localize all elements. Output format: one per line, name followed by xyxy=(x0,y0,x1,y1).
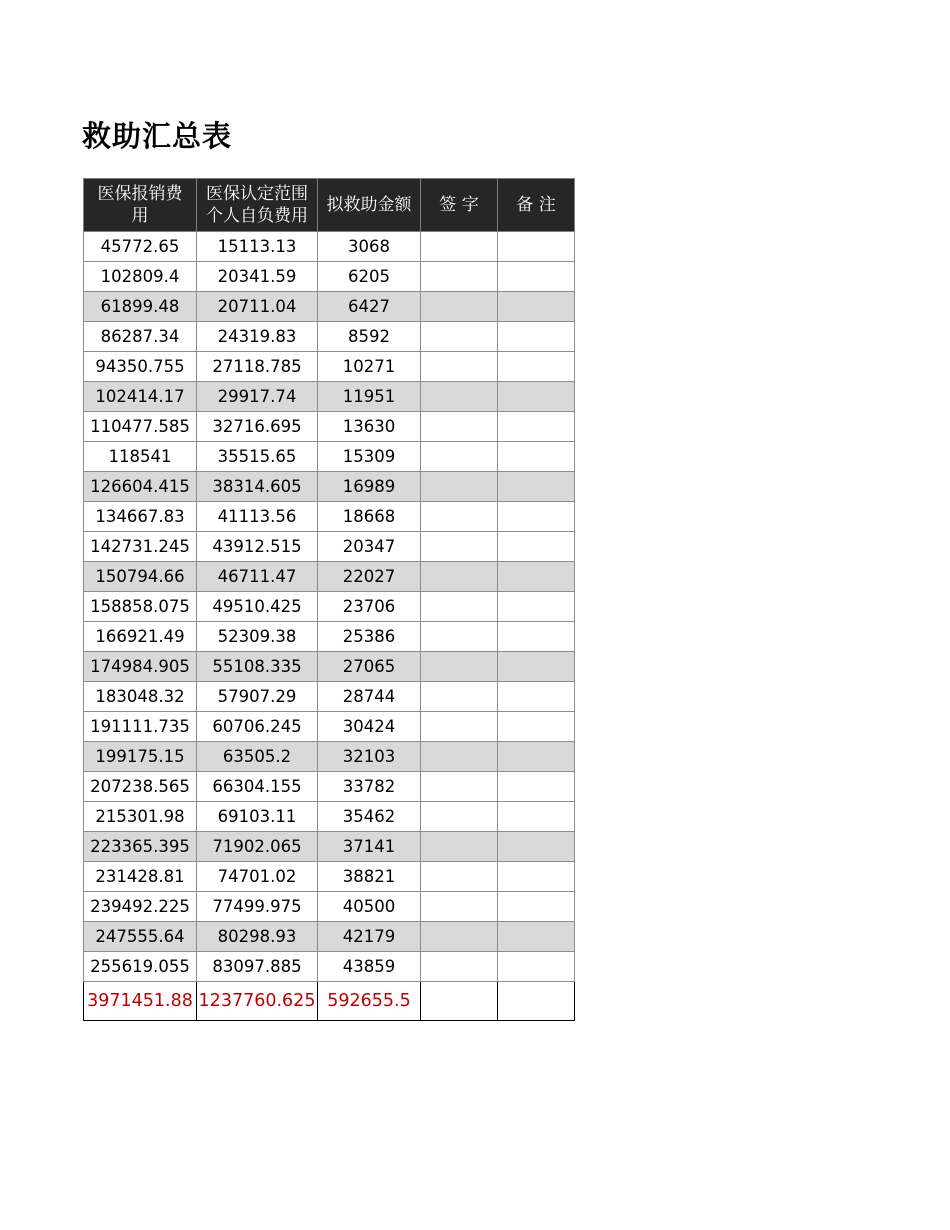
cell-remark xyxy=(498,382,575,412)
cell-self-pay: 69103.11 xyxy=(197,802,318,832)
table-row xyxy=(84,892,575,922)
table-row xyxy=(84,532,575,562)
table-row xyxy=(84,232,575,262)
cell-aid-amount: 6427 xyxy=(318,292,421,322)
cell-aid-amount: 18668 xyxy=(318,502,421,532)
cell-reimbursed: 191111.735 xyxy=(84,712,197,742)
cell-self-pay: 83097.885 xyxy=(197,952,318,982)
cell-reimbursed: 86287.34 xyxy=(84,322,197,352)
cell-signature xyxy=(421,532,498,562)
page-title: 救助汇总表 xyxy=(82,119,233,153)
cell-aid-amount: 15309 xyxy=(318,442,421,472)
cell-aid-amount: 23706 xyxy=(318,592,421,622)
table-row xyxy=(84,472,575,502)
header-aid-amount-label: 拟救助金额 xyxy=(326,195,412,215)
cell-aid-amount: 16989 xyxy=(318,472,421,502)
cell-reimbursed: 102414.17 xyxy=(84,382,197,412)
table-row xyxy=(84,292,575,322)
cell-reimbursed: 61899.48 xyxy=(84,292,197,322)
cell-reimbursed: 166921.49 xyxy=(84,622,197,652)
cell-reimbursed: 247555.64 xyxy=(84,922,197,952)
cell-remark xyxy=(498,952,575,982)
cell-remark xyxy=(498,742,575,772)
cell-signature xyxy=(421,232,498,262)
cell-reimbursed: 231428.81 xyxy=(84,862,197,892)
cell-remark xyxy=(498,502,575,532)
cell-signature xyxy=(421,712,498,742)
header-signature-label: 签 字 xyxy=(439,195,479,215)
cell-reimbursed: 183048.32 xyxy=(84,682,197,712)
cell-signature xyxy=(421,652,498,682)
cell-signature xyxy=(421,442,498,472)
cell-remark xyxy=(498,712,575,742)
cell-remark xyxy=(498,862,575,892)
table-row xyxy=(84,622,575,652)
cell-reimbursed: 207238.565 xyxy=(84,772,197,802)
header-self-pay-line2: 个人自负费用 xyxy=(206,206,308,226)
table-row xyxy=(84,322,575,352)
table-row xyxy=(84,682,575,712)
cell-reimbursed: 223365.395 xyxy=(84,832,197,862)
cell-reimbursed: 150794.66 xyxy=(84,562,197,592)
header-reimbursed-line1: 医保报销费 xyxy=(97,184,183,204)
cell-signature xyxy=(421,292,498,322)
cell-signature xyxy=(421,922,498,952)
table-row xyxy=(84,832,575,862)
total-row xyxy=(84,982,575,1021)
cell-aid-amount: 22027 xyxy=(318,562,421,592)
table-header-row xyxy=(84,179,575,232)
cell-signature xyxy=(421,892,498,922)
cell-aid-amount: 28744 xyxy=(318,682,421,712)
header-remark xyxy=(498,179,575,232)
header-self-pay-line1: 医保认定范围 xyxy=(206,184,308,204)
total-self-pay: 1237760.625 xyxy=(197,982,318,1021)
cell-aid-amount: 33782 xyxy=(318,772,421,802)
table-row xyxy=(84,412,575,442)
cell-self-pay: 20341.59 xyxy=(197,262,318,292)
cell-signature xyxy=(421,562,498,592)
cell-self-pay: 57907.29 xyxy=(197,682,318,712)
cell-self-pay: 27118.785 xyxy=(197,352,318,382)
table-row xyxy=(84,802,575,832)
cell-self-pay: 15113.13 xyxy=(197,232,318,262)
cell-signature xyxy=(421,472,498,502)
header-self-pay xyxy=(197,179,318,232)
total-aid-amount: 592655.5 xyxy=(318,982,421,1021)
cell-self-pay: 32716.695 xyxy=(197,412,318,442)
total-signature-cell xyxy=(421,982,498,1021)
cell-reimbursed: 94350.755 xyxy=(84,352,197,382)
cell-signature xyxy=(421,592,498,622)
cell-aid-amount: 25386 xyxy=(318,622,421,652)
cell-remark xyxy=(498,922,575,952)
header-remark-label: 备 注 xyxy=(516,195,556,215)
cell-aid-amount: 35462 xyxy=(318,802,421,832)
cell-reimbursed: 142731.245 xyxy=(84,532,197,562)
header-aid-amount xyxy=(318,179,421,232)
cell-aid-amount: 11951 xyxy=(318,382,421,412)
cell-aid-amount: 10271 xyxy=(318,352,421,382)
cell-self-pay: 63505.2 xyxy=(197,742,318,772)
cell-self-pay: 80298.93 xyxy=(197,922,318,952)
cell-remark xyxy=(498,802,575,832)
cell-signature xyxy=(421,952,498,982)
cell-reimbursed: 134667.83 xyxy=(84,502,197,532)
cell-self-pay: 71902.065 xyxy=(197,832,318,862)
cell-aid-amount: 8592 xyxy=(318,322,421,352)
cell-remark xyxy=(498,442,575,472)
total-reimbursed: 3971451.88 xyxy=(84,982,197,1021)
cell-signature xyxy=(421,682,498,712)
table-body xyxy=(84,232,575,982)
table-row xyxy=(84,442,575,472)
table-row xyxy=(84,862,575,892)
cell-self-pay: 43912.515 xyxy=(197,532,318,562)
cell-signature xyxy=(421,772,498,802)
cell-aid-amount: 37141 xyxy=(318,832,421,862)
total-remark-cell xyxy=(498,982,575,1021)
cell-self-pay: 60706.245 xyxy=(197,712,318,742)
cell-signature xyxy=(421,862,498,892)
cell-self-pay: 66304.155 xyxy=(197,772,318,802)
cell-aid-amount: 13630 xyxy=(318,412,421,442)
cell-signature xyxy=(421,262,498,292)
cell-remark xyxy=(498,292,575,322)
cell-remark xyxy=(498,262,575,292)
cell-aid-amount: 42179 xyxy=(318,922,421,952)
cell-aid-amount: 20347 xyxy=(318,532,421,562)
cell-remark xyxy=(498,892,575,922)
cell-remark xyxy=(498,532,575,562)
cell-signature xyxy=(421,412,498,442)
cell-remark xyxy=(498,232,575,262)
header-reimbursed xyxy=(84,179,197,232)
cell-remark xyxy=(498,682,575,712)
cell-self-pay: 38314.605 xyxy=(197,472,318,502)
cell-reimbursed: 199175.15 xyxy=(84,742,197,772)
cell-signature xyxy=(421,622,498,652)
table-row xyxy=(84,502,575,532)
cell-signature xyxy=(421,802,498,832)
cell-aid-amount: 30424 xyxy=(318,712,421,742)
table-row xyxy=(84,262,575,292)
cell-signature xyxy=(421,322,498,352)
cell-remark xyxy=(498,592,575,622)
cell-self-pay: 41113.56 xyxy=(197,502,318,532)
cell-aid-amount: 32103 xyxy=(318,742,421,772)
cell-signature xyxy=(421,832,498,862)
cell-self-pay: 20711.04 xyxy=(197,292,318,322)
cell-self-pay: 74701.02 xyxy=(197,862,318,892)
cell-reimbursed: 118541 xyxy=(84,442,197,472)
table-row xyxy=(84,952,575,982)
cell-reimbursed: 174984.905 xyxy=(84,652,197,682)
cell-self-pay: 35515.65 xyxy=(197,442,318,472)
cell-reimbursed: 239492.225 xyxy=(84,892,197,922)
cell-reimbursed: 45772.65 xyxy=(84,232,197,262)
cell-aid-amount: 40500 xyxy=(318,892,421,922)
cell-reimbursed: 255619.055 xyxy=(84,952,197,982)
cell-signature xyxy=(421,502,498,532)
cell-reimbursed: 110477.585 xyxy=(84,412,197,442)
aid-summary-table xyxy=(83,178,575,1021)
header-reimbursed-line2: 用 xyxy=(131,206,149,226)
table-row xyxy=(84,742,575,772)
table-row xyxy=(84,712,575,742)
table-row xyxy=(84,562,575,592)
cell-aid-amount: 43859 xyxy=(318,952,421,982)
cell-aid-amount: 3068 xyxy=(318,232,421,262)
cell-reimbursed: 158858.075 xyxy=(84,592,197,622)
cell-signature xyxy=(421,742,498,772)
cell-self-pay: 46711.47 xyxy=(197,562,318,592)
cell-aid-amount: 27065 xyxy=(318,652,421,682)
cell-aid-amount: 6205 xyxy=(318,262,421,292)
cell-aid-amount: 38821 xyxy=(318,862,421,892)
cell-remark xyxy=(498,622,575,652)
table-row xyxy=(84,772,575,802)
cell-signature xyxy=(421,382,498,412)
table-row xyxy=(84,922,575,952)
cell-remark xyxy=(498,832,575,862)
cell-remark xyxy=(498,772,575,802)
cell-self-pay: 49510.425 xyxy=(197,592,318,622)
table-row xyxy=(84,352,575,382)
cell-remark xyxy=(498,322,575,352)
cell-reimbursed: 102809.4 xyxy=(84,262,197,292)
cell-self-pay: 52309.38 xyxy=(197,622,318,652)
cell-remark xyxy=(498,412,575,442)
cell-reimbursed: 215301.98 xyxy=(84,802,197,832)
cell-remark xyxy=(498,352,575,382)
cell-remark xyxy=(498,562,575,592)
table-row xyxy=(84,592,575,622)
cell-remark xyxy=(498,472,575,502)
cell-reimbursed: 126604.415 xyxy=(84,472,197,502)
cell-self-pay: 29917.74 xyxy=(197,382,318,412)
cell-self-pay: 55108.335 xyxy=(197,652,318,682)
cell-signature xyxy=(421,352,498,382)
cell-self-pay: 77499.975 xyxy=(197,892,318,922)
table-row xyxy=(84,382,575,412)
table-row xyxy=(84,652,575,682)
cell-self-pay: 24319.83 xyxy=(197,322,318,352)
cell-remark xyxy=(498,652,575,682)
header-signature xyxy=(421,179,498,232)
